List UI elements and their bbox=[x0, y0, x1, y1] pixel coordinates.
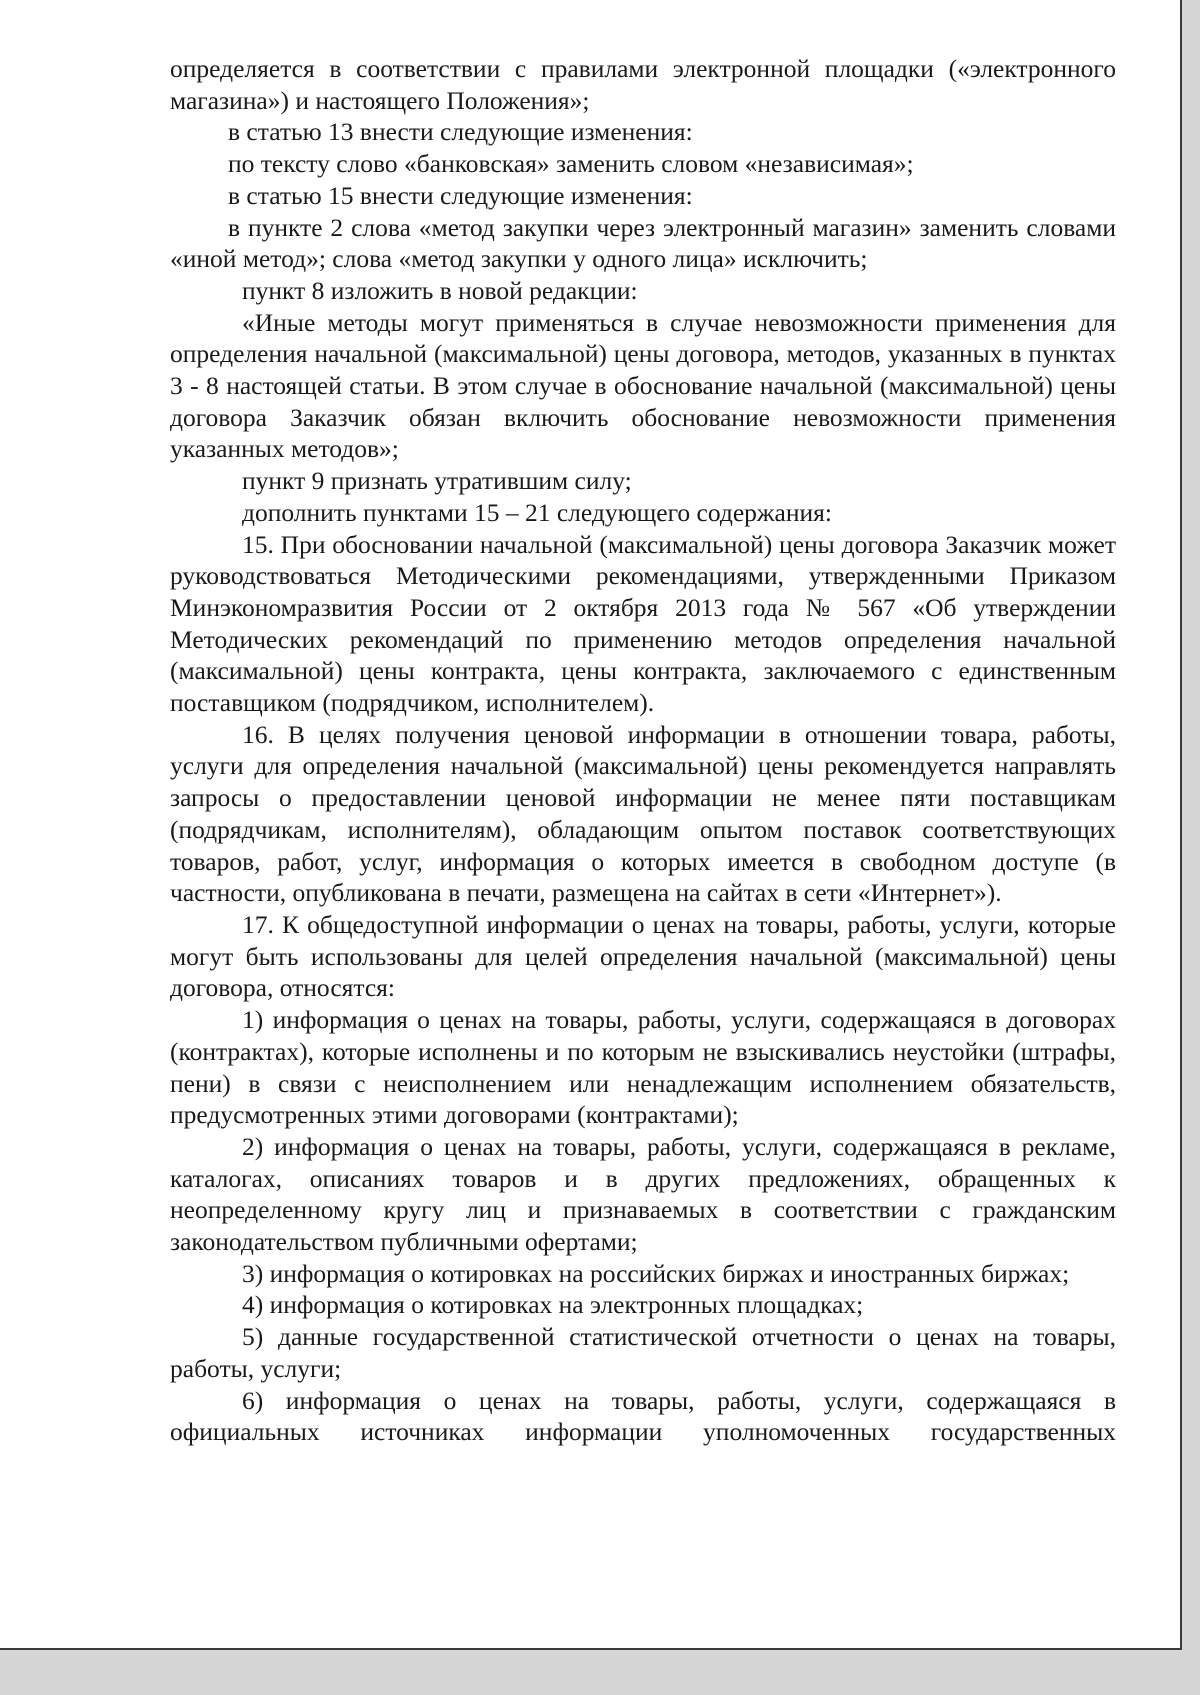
paragraph: 2) информация о ценах на товары, работы, услуги, содержащаяся в рекламе, каталогах, описаниях товаров и в других предложениях, обращенных к неопределенному кругу лиц и признаваемых в соответствии с гражданским законодательством публичными офертами; bbox=[170, 1131, 1116, 1257]
paragraph: 3) информация о котировках на российских биржах и иностранных биржах; bbox=[242, 1258, 1070, 1288]
paragraph: 15. При обосновании начальной (максимальной) цены договора Заказчик может руководствоваться Методическими рекомендациями, утвержденными Приказом Минэкономразвития России от 2 октября 2013 года № 567 «Об утверждении Методических рекомендаций по применению методов определения начальной (максимальной) цены контракта, цены контракта, заключаемого с единственным поставщиком (подрядчиком, исполнителем). bbox=[170, 529, 1116, 718]
paragraph: 6) информация о ценах на товары, работы, услуги, содержащаяся в официальных источниках информации уполномоченных государственных bbox=[170, 1385, 1116, 1447]
paragraph: «Иные методы могут применяться в случае невозможности применения для определения начальной (максимальной) цены договора, методов, указанных в пунктах 3 - 8 настоящей статьи. В этом случае в обоснование начальной (максимальной) цены договора Заказчик обязан включить обоснование невозможности применения указанных методов»; bbox=[170, 307, 1116, 464]
paragraph: 17. К общедоступной информации о ценах на товары, работы, услуги, которые могут быть использованы для целей определения начальной (максимальной) цены договора, относятся: bbox=[170, 909, 1116, 1003]
paragraph: пункт 8 изложить в новой редакции: bbox=[242, 275, 638, 305]
paragraph: определяется в соответствии с правилами электронной площадки («электронного магазина») и настоящего Положения»; bbox=[170, 54, 1116, 115]
paragraph: пункт 9 признать утратившим силу; bbox=[242, 466, 632, 496]
paragraph: в статью 13 внести следующие изменения: bbox=[228, 117, 693, 147]
paragraph: 5) данные государственной статистической отчетности о ценах на товары, работы, услуги; bbox=[170, 1322, 1116, 1383]
paragraph: в пункте 2 слова «метод закупки через электронный магазин» заменить словами «иной метод»; слова «метод закупки у одного лица» исключить; bbox=[170, 212, 1116, 274]
paragraph: дополнить пунктами 15 – 21 следующего содержания: bbox=[242, 497, 832, 527]
document-body bbox=[170, 53, 1116, 1448]
paragraph: в статью 15 внести следующие изменения: bbox=[228, 180, 693, 210]
paragraph: 16. В целях получения ценовой информации в отношении товара, работы, услуги для определения начальной (максимальной) цены рекомендуется направлять запросы о предоставлении ценовой информации не менее пяти поставщикам (подрядчикам, исполнителям), обладающим опытом поставок соответствующих товаров, работ, услуг, информация о которых имеется в свободном доступе (в частности, опубликована в печати, размещена на сайтах в сети «Интернет»). bbox=[170, 719, 1116, 908]
paragraph: 1) информация о ценах на товары, работы, услуги, содержащаяся в договорах (контрактах), которые исполнены и по которым не взыскивались неустойки (штрафы, пени) в связи с неисполнением или ненадлежащим исполнением обязательств, предусмотренных этими договорами (контрактами); bbox=[170, 1005, 1116, 1130]
paragraph: 4) информация о котировках на электронных площадках; bbox=[242, 1290, 864, 1320]
paragraph: по тексту слово «банковская» заменить словом «независимая»; bbox=[228, 149, 914, 179]
